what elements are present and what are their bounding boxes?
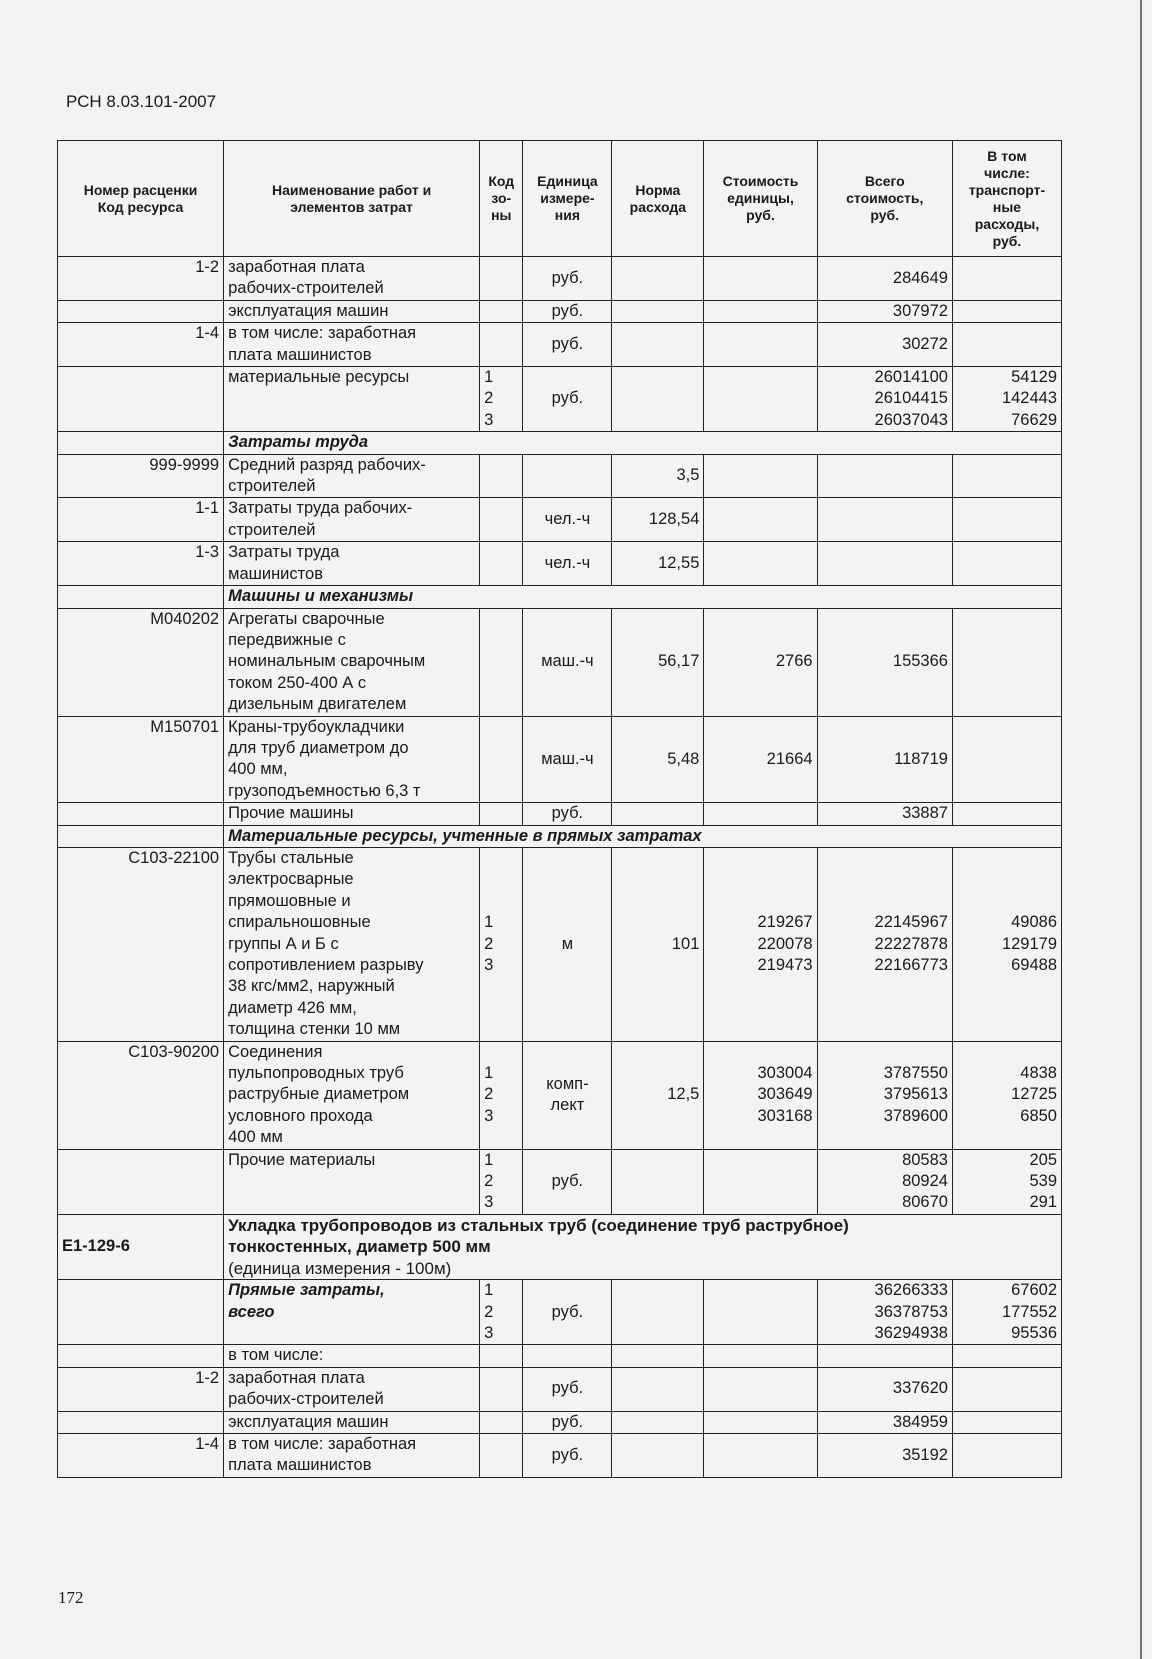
row-unit: руб. — [523, 1367, 612, 1411]
row-unit: маш.-ч — [523, 608, 612, 716]
row-total — [817, 1345, 952, 1367]
page-number: 172 — [58, 1588, 84, 1607]
row-transport: 205 539 291 — [952, 1149, 1061, 1214]
table-row — [58, 1345, 1062, 1367]
row-zone — [480, 803, 523, 825]
row-norm — [612, 323, 704, 367]
row-name: заработная плата рабочих-строителей — [224, 1367, 480, 1411]
row-unit: руб. — [523, 323, 612, 367]
row-transport — [952, 1345, 1061, 1367]
row-total: 337620 — [817, 1367, 952, 1411]
table-header-row — [58, 141, 1062, 257]
table-row — [58, 1041, 1062, 1149]
row-code — [58, 367, 224, 432]
row-name: Затраты труда рабочих- строителей — [224, 498, 480, 542]
rates-table — [57, 140, 1062, 1478]
row-code — [58, 1411, 224, 1433]
row-zone: 1 2 3 — [480, 1280, 523, 1345]
row-code: 1-1 — [58, 498, 224, 542]
row-transport — [952, 1367, 1061, 1411]
header-name: Наименование работ и элементов затрат — [224, 141, 480, 257]
row-code: 1-3 — [58, 542, 224, 586]
rate-unit-note: (единица измерения - 100м) — [228, 1258, 452, 1278]
row-transport — [952, 454, 1061, 498]
row-total: 26014100 26104415 26037043 — [817, 367, 952, 432]
row-norm: 101 — [612, 847, 704, 1041]
row-unit-cost — [704, 1345, 817, 1367]
row-unit: чел.-ч — [523, 542, 612, 586]
rate-title-row — [58, 1214, 1062, 1279]
row-zone — [480, 454, 523, 498]
row-norm: 3,5 — [612, 454, 704, 498]
row-transport — [952, 608, 1061, 716]
row-unit: комп- лект — [523, 1041, 612, 1149]
row-unit-cost — [704, 1433, 817, 1477]
row-norm — [612, 367, 704, 432]
header-code: Номер расценки Код ресурса — [58, 141, 224, 257]
header-transport: В том числе: транспорт- ные расходы, руб. — [952, 141, 1061, 257]
row-transport — [952, 1411, 1061, 1433]
row-name: в том числе: заработная плата машинистов — [224, 1433, 480, 1477]
row-norm — [612, 1367, 704, 1411]
table-row — [58, 1411, 1062, 1433]
row-code — [58, 1149, 224, 1214]
rate-title: Укладка трубопроводов из стальных труб (соединение труб раструбное) тонкостенных, диаметр 500 мм — [228, 1215, 849, 1257]
row-zone — [480, 716, 523, 803]
row-unit: руб. — [523, 367, 612, 432]
row-name: в том числе: — [224, 1345, 480, 1367]
row-unit: м — [523, 847, 612, 1041]
row-name: Соединения пульпопроводных труб раструбные диаметром условного прохода 400 мм — [224, 1041, 480, 1149]
row-norm: 128,54 — [612, 498, 704, 542]
row-unit-cost — [704, 1149, 817, 1214]
header-zone: Код зо- ны — [480, 141, 523, 257]
row-unit-cost — [704, 498, 817, 542]
table-row — [58, 1149, 1062, 1214]
row-unit: руб. — [523, 1280, 612, 1345]
section-row — [58, 586, 1062, 608]
row-unit-cost: 303004 303649 303168 — [704, 1041, 817, 1149]
row-name: Трубы стальные электросварные прямошовные и спиральношовные группы А и Б с сопротивлением разрыву 38 кгс/мм2, наружный диаметр 426 мм, толщина стенки 10 мм — [224, 847, 480, 1041]
row-unit: руб. — [523, 803, 612, 825]
row-total — [817, 454, 952, 498]
row-unit: руб. — [523, 1149, 612, 1214]
row-norm — [612, 1345, 704, 1367]
row-zone — [480, 1345, 523, 1367]
row-zone — [480, 257, 523, 301]
header-unit-cost: Стоимость единицы, руб. — [704, 141, 817, 257]
row-unit-cost — [704, 323, 817, 367]
row-norm — [612, 1433, 704, 1477]
table-row — [58, 323, 1062, 367]
row-name: заработная плата рабочих-строителей — [224, 257, 480, 301]
row-total: 155366 — [817, 608, 952, 716]
row-code — [58, 803, 224, 825]
row-unit-cost — [704, 1280, 817, 1345]
section-code-cell — [58, 432, 224, 454]
table-row — [58, 454, 1062, 498]
row-norm — [612, 1411, 704, 1433]
row-zone — [480, 608, 523, 716]
row-transport: 49086 129179 69488 — [952, 847, 1061, 1041]
row-total — [817, 542, 952, 586]
row-zone: 1 2 3 — [480, 847, 523, 1041]
table-row — [58, 367, 1062, 432]
row-total: 384959 — [817, 1411, 952, 1433]
row-transport — [952, 542, 1061, 586]
section-heading: Материальные ресурсы, учтенные в прямых затратах — [224, 825, 1062, 847]
row-unit-cost — [704, 257, 817, 301]
row-transport — [952, 1433, 1061, 1477]
row-unit: маш.-ч — [523, 716, 612, 803]
section-code-cell — [58, 825, 224, 847]
row-norm — [612, 1280, 704, 1345]
table-row — [58, 542, 1062, 586]
row-code: С103-90200 — [58, 1041, 224, 1149]
row-norm — [612, 300, 704, 322]
row-zone: 1 2 3 — [480, 1149, 523, 1214]
row-norm — [612, 1149, 704, 1214]
row-unit-cost: 21664 — [704, 716, 817, 803]
row-norm: 12,55 — [612, 542, 704, 586]
row-code: М040202 — [58, 608, 224, 716]
row-unit: руб. — [523, 1433, 612, 1477]
rate-code: Е1-129-6 — [58, 1214, 224, 1279]
row-transport — [952, 803, 1061, 825]
row-unit — [523, 1345, 612, 1367]
row-unit-cost — [704, 803, 817, 825]
row-zone — [480, 323, 523, 367]
row-code: 1-4 — [58, 323, 224, 367]
row-code: М150701 — [58, 716, 224, 803]
row-code — [58, 300, 224, 322]
row-zone — [480, 498, 523, 542]
row-total: 284649 — [817, 257, 952, 301]
row-unit-cost — [704, 1367, 817, 1411]
row-code: 1-2 — [58, 1367, 224, 1411]
row-code — [58, 1345, 224, 1367]
table-row — [58, 498, 1062, 542]
rate-title-cell — [224, 1214, 1062, 1279]
row-transport: 4838 12725 6850 — [952, 1041, 1061, 1149]
table-row — [58, 1367, 1062, 1411]
table-row — [58, 300, 1062, 322]
row-zone: 1 2 3 — [480, 367, 523, 432]
row-unit-cost — [704, 542, 817, 586]
row-zone: 1 2 3 — [480, 1041, 523, 1149]
document-code: РСН 8.03.101-2007 — [66, 92, 217, 111]
row-transport — [952, 257, 1061, 301]
row-unit: руб. — [523, 300, 612, 322]
header-unit: Единица измере- ния — [523, 141, 612, 257]
row-norm: 5,48 — [612, 716, 704, 803]
table-row — [58, 1433, 1062, 1477]
row-unit-cost: 219267 220078 219473 — [704, 847, 817, 1041]
table-row — [58, 608, 1062, 716]
row-unit: руб. — [523, 257, 612, 301]
table-row — [58, 1280, 1062, 1345]
row-transport: 54129 142443 76629 — [952, 367, 1061, 432]
row-transport — [952, 498, 1061, 542]
row-code — [58, 1280, 224, 1345]
row-code: 999-9999 — [58, 454, 224, 498]
section-row — [58, 825, 1062, 847]
table-row — [58, 803, 1062, 825]
row-name: материальные ресурсы — [224, 367, 480, 432]
section-code-cell — [58, 586, 224, 608]
header-norm: Норма расхода — [612, 141, 704, 257]
row-transport — [952, 323, 1061, 367]
row-unit-cost: 2766 — [704, 608, 817, 716]
row-name: эксплуатация машин — [224, 300, 480, 322]
row-name: Краны-трубоукладчики для труб диаметром до 400 мм, грузоподъемностью 6,3 т — [224, 716, 480, 803]
row-code: 1-4 — [58, 1433, 224, 1477]
row-name: Агрегаты сварочные передвижные с номинальным сварочным током 250-400 А с дизельным двигателем — [224, 608, 480, 716]
row-code: 1-2 — [58, 257, 224, 301]
row-norm: 56,17 — [612, 608, 704, 716]
row-name: Прямые затраты, всего — [224, 1280, 480, 1345]
row-total: 118719 — [817, 716, 952, 803]
row-name: Прочие материалы — [224, 1149, 480, 1214]
table-row — [58, 847, 1062, 1041]
row-total: 35192 — [817, 1433, 952, 1477]
row-unit-cost — [704, 367, 817, 432]
row-unit — [523, 454, 612, 498]
row-unit-cost — [704, 454, 817, 498]
row-name: Прочие машины — [224, 803, 480, 825]
row-transport — [952, 300, 1061, 322]
row-name: Средний разряд рабочих- строителей — [224, 454, 480, 498]
row-code: С103-22100 — [58, 847, 224, 1041]
row-total — [817, 498, 952, 542]
section-row — [58, 432, 1062, 454]
row-name: в том числе: заработная плата машинистов — [224, 323, 480, 367]
row-total: 36266333 36378753 36294938 — [817, 1280, 952, 1345]
row-total: 22145967 22227878 22166773 — [817, 847, 952, 1041]
row-total: 3787550 3795613 3789600 — [817, 1041, 952, 1149]
table-row — [58, 257, 1062, 301]
table-row — [58, 716, 1062, 803]
row-norm — [612, 803, 704, 825]
row-zone — [480, 1411, 523, 1433]
row-zone — [480, 300, 523, 322]
header-total: Всего стоимость, руб. — [817, 141, 952, 257]
row-zone — [480, 1433, 523, 1477]
row-name: Затраты труда машинистов — [224, 542, 480, 586]
row-zone — [480, 1367, 523, 1411]
row-total: 80583 80924 80670 — [817, 1149, 952, 1214]
row-transport — [952, 716, 1061, 803]
row-total: 307972 — [817, 300, 952, 322]
row-total: 33887 — [817, 803, 952, 825]
row-norm — [612, 257, 704, 301]
row-zone — [480, 542, 523, 586]
row-transport: 67602 177552 95536 — [952, 1280, 1061, 1345]
row-unit: чел.-ч — [523, 498, 612, 542]
row-unit: руб. — [523, 1411, 612, 1433]
row-unit-cost — [704, 300, 817, 322]
row-norm: 12,5 — [612, 1041, 704, 1149]
row-unit-cost — [704, 1411, 817, 1433]
section-heading: Машины и механизмы — [224, 586, 1062, 608]
scan-edge-line — [1140, 0, 1142, 1659]
row-total: 30272 — [817, 323, 952, 367]
section-heading: Затраты труда — [224, 432, 1062, 454]
row-name: эксплуатация машин — [224, 1411, 480, 1433]
